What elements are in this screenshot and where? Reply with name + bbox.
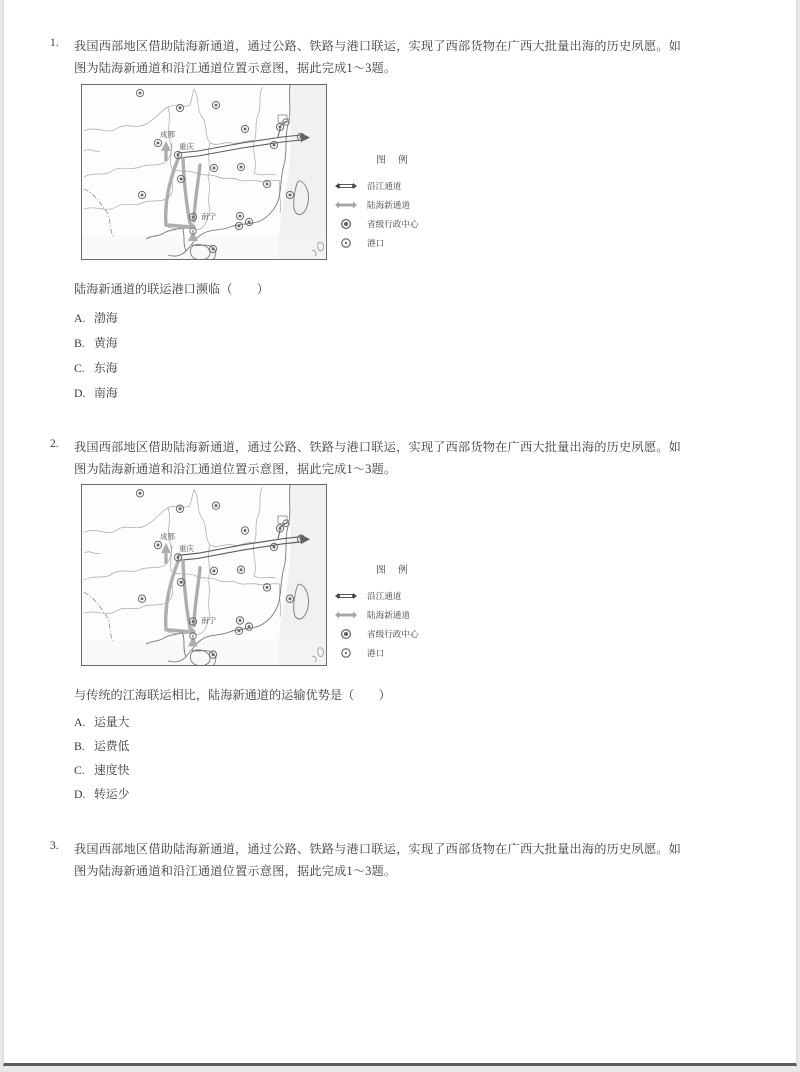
double-arrow-light-icon [333, 610, 359, 620]
legend-item-provincial-center [333, 625, 448, 642]
question-number-2: 2. [50, 438, 59, 450]
provincial-center-dot-icon [333, 627, 359, 641]
option-text: 运量大 [94, 715, 130, 729]
question-stem-2-line1: 我国西部地区借助陆海新通道，通过公路、铁路与港口联运，实现了西部货物在广西大批量出海的历史夙愿。如 [74, 440, 681, 454]
option-letter: D. [74, 386, 86, 400]
map-legend-2 [333, 562, 448, 663]
city-label-chengdu: 成都 [160, 130, 175, 139]
city-label-nanning: 南宁 [201, 616, 216, 625]
option-letter: A. [74, 311, 86, 325]
option-letter: D. [74, 787, 86, 801]
option-letter: C. [74, 763, 85, 777]
option-letter: B. [74, 739, 85, 753]
legend-item-port [333, 234, 448, 251]
question-stem-3-line2: 图为陆海新通道和沿江通道位置示意图，据此完成1～3题。 [74, 864, 397, 878]
legend-label-yangtze-corridor: 沿江通道 [367, 590, 402, 601]
option-letter: C. [74, 361, 85, 375]
question-text-2: 与传统的江海联运相比，陆海新通道的运输优势是（ ） [74, 688, 391, 702]
legend-item-land-sea-corridor [333, 196, 448, 213]
question-text-1: 陆海新通道的联运港口濒临（ ） [74, 282, 269, 296]
option-letter: B. [74, 336, 85, 350]
legend-item-yangtze-corridor [333, 177, 448, 194]
option-text: 南海 [94, 386, 118, 400]
map-legend-1 [333, 152, 448, 253]
legend-label-yangtze-corridor: 沿江通道 [367, 180, 402, 191]
document-page [3, 0, 797, 1066]
city-label-chongqing: 重庆 [179, 142, 194, 151]
option-text: 运费低 [94, 739, 130, 753]
option-text: 速度快 [94, 763, 130, 777]
figure-2 [81, 484, 451, 669]
provincial-center-dot-icon [333, 217, 359, 231]
option-text: 黄海 [94, 336, 118, 350]
legend-item-yangtze-corridor [333, 587, 448, 604]
port-circle-icon [333, 646, 359, 660]
question-stem-1-line1: 我国西部地区借助陆海新通道，通过公路、铁路与港口联运，实现了西部货物在广西大批量出海的历史夙愿。如 [74, 39, 681, 53]
option-2-d[interactable] [74, 785, 129, 802]
legend-label-land-sea-corridor: 陆海新通道 [367, 199, 410, 210]
city-label-nanning: 南宁 [201, 212, 216, 221]
question-stem-3-line1: 我国西部地区借助陆海新通道，通过公路、铁路与港口联运，实现了西部货物在广西大批量出海的历史夙愿。如 [74, 842, 681, 856]
double-arrow-dark-icon [333, 181, 359, 191]
port-circle-icon [333, 236, 359, 250]
figure-1 [81, 84, 451, 264]
legend-label-port: 港口 [367, 237, 385, 248]
option-1-c[interactable] [74, 359, 118, 376]
option-1-d[interactable] [74, 384, 118, 401]
option-1-b[interactable] [74, 334, 118, 351]
legend-label-port: 港口 [367, 647, 385, 658]
question-stem-1-line2: 图为陆海新通道和沿江通道位置示意图，据此完成1～3题。 [74, 61, 397, 75]
legend-item-port [333, 644, 448, 661]
legend-item-land-sea-corridor [333, 606, 448, 623]
question-number-1: 1. [50, 37, 59, 49]
option-1-a[interactable] [74, 309, 118, 326]
map-graphic-1 [82, 85, 327, 260]
map-graphic-2 [82, 485, 327, 666]
double-arrow-dark-icon [333, 591, 359, 601]
legend-title: 图 例 [376, 156, 413, 166]
option-text: 东海 [94, 361, 118, 375]
option-letter: A. [74, 715, 86, 729]
city-label-chongqing: 重庆 [179, 544, 194, 553]
legend-label-land-sea-corridor: 陆海新通道 [367, 609, 410, 620]
legend-label-provincial-center: 省级行政中心 [367, 218, 419, 229]
question-stem-2-line2: 图为陆海新通道和沿江通道位置示意图，据此完成1～3题。 [74, 462, 397, 476]
option-text: 转运少 [94, 787, 130, 801]
option-2-b[interactable] [74, 737, 129, 754]
option-2-c[interactable] [74, 761, 129, 778]
legend-title: 图 例 [376, 566, 413, 576]
city-label-chengdu: 成都 [160, 532, 175, 541]
option-text: 渤海 [94, 311, 118, 325]
legend-item-provincial-center [333, 215, 448, 232]
double-arrow-light-icon [333, 200, 359, 210]
question-number-3: 3. [50, 840, 59, 852]
map-frame-1 [81, 84, 327, 260]
map-frame-2 [81, 484, 327, 666]
option-2-a[interactable] [74, 713, 129, 730]
legend-label-provincial-center: 省级行政中心 [367, 628, 419, 639]
